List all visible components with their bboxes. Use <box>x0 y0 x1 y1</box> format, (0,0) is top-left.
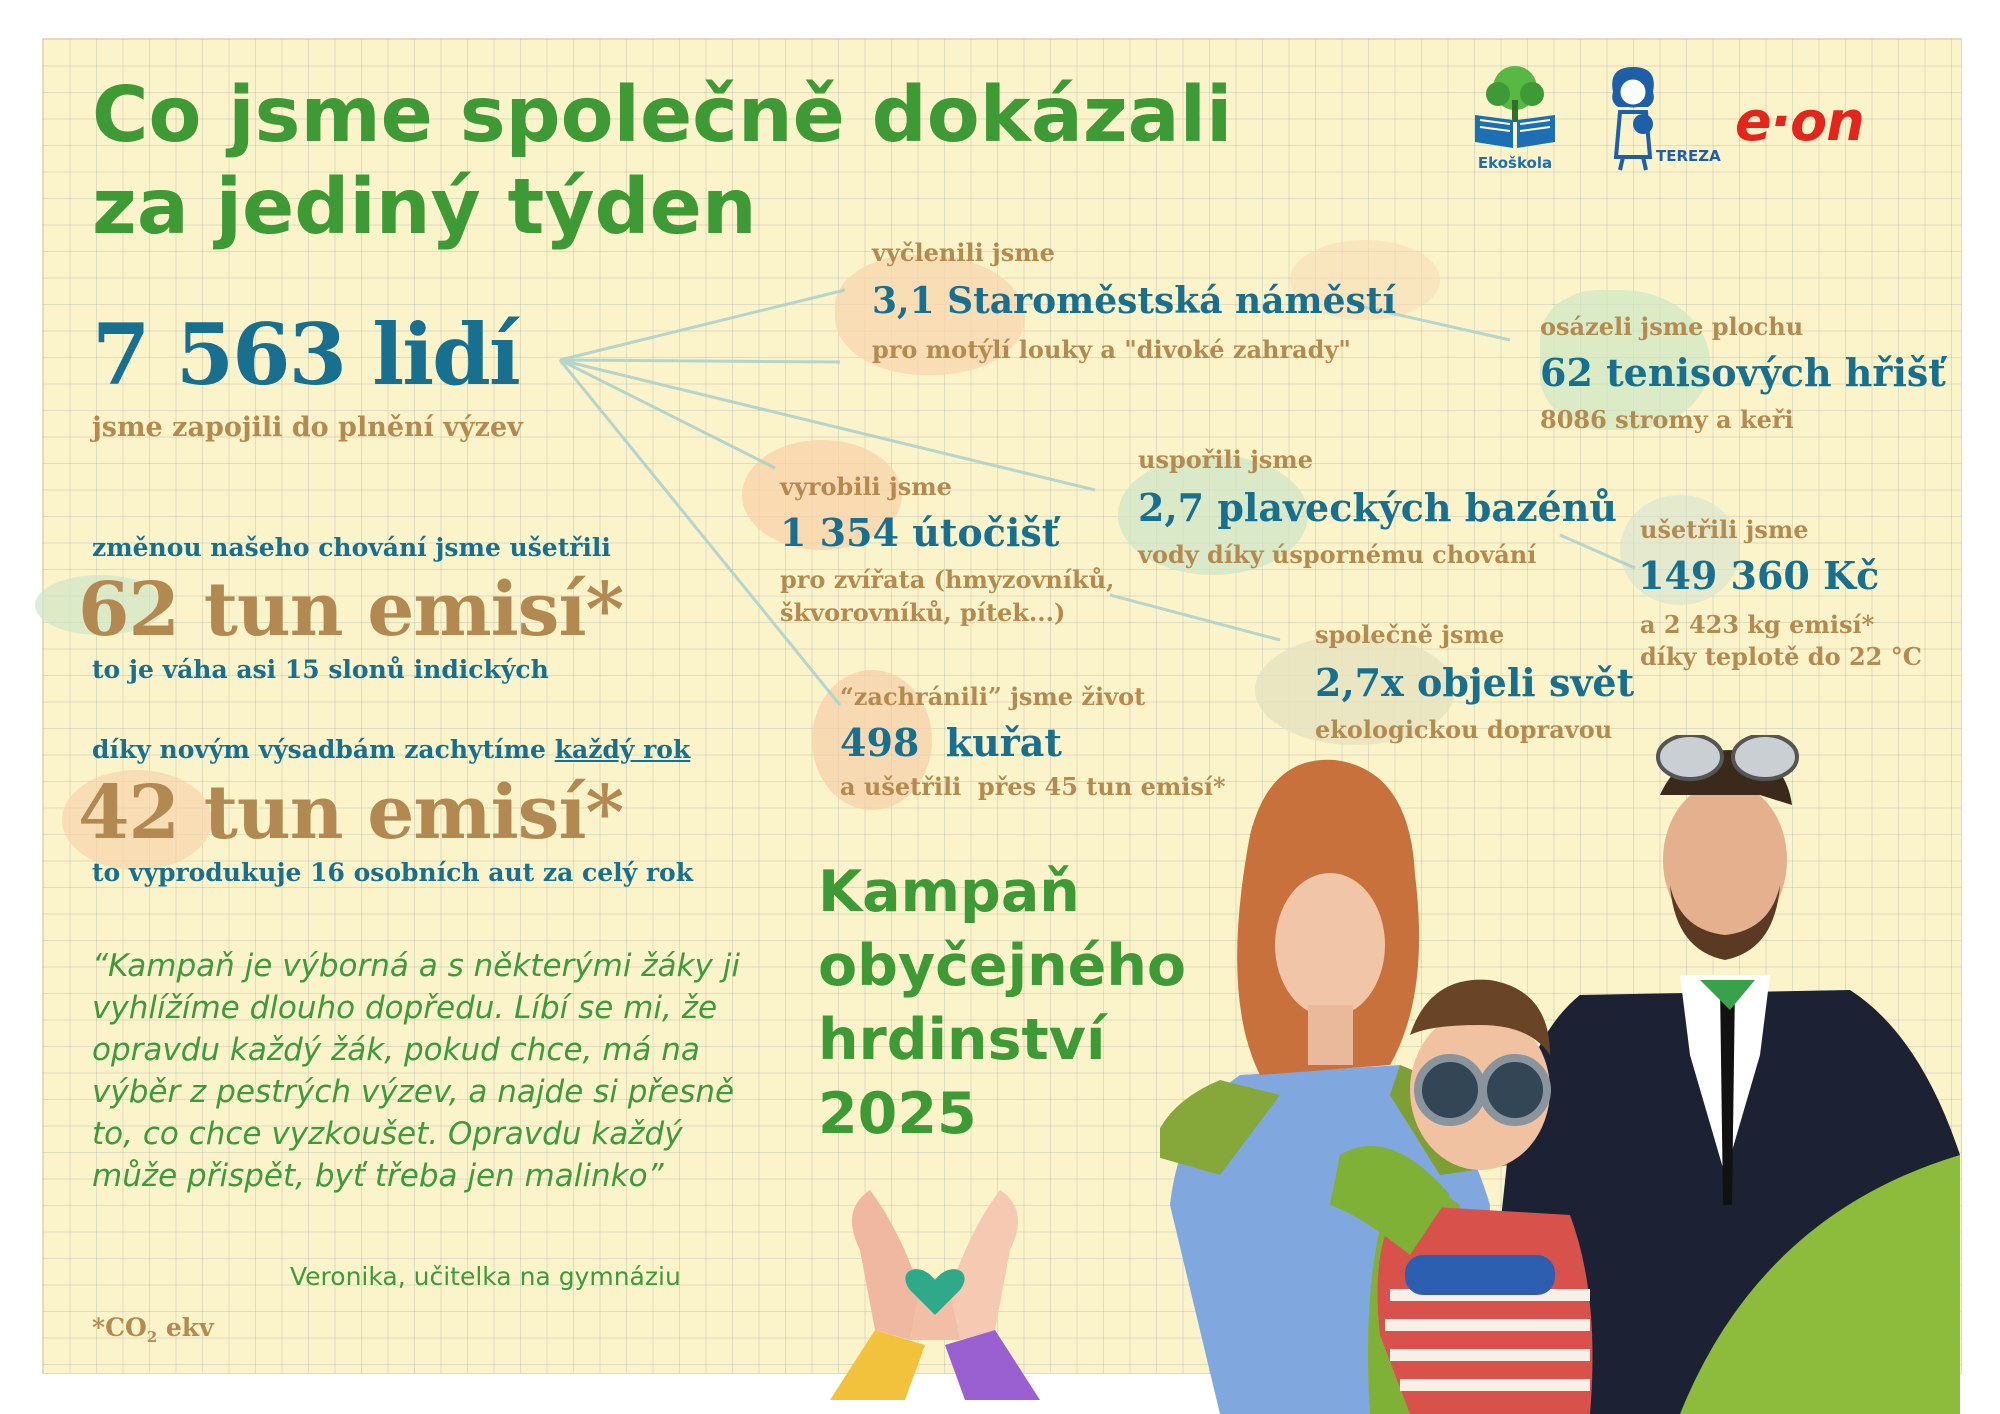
planting-intro <box>92 735 690 764</box>
chickens-label: a ušetřili přes 45 tun emisí* <box>840 772 1226 801</box>
eon-logo: e·on <box>1735 90 1864 153</box>
page-title <box>92 70 1392 254</box>
hands-heart-illustration <box>800 1170 1070 1400</box>
tree-book-icon <box>1470 60 1560 150</box>
ekoskola-logo-text: Ekoškola <box>1477 154 1553 172</box>
planting-intro-text: díky novým výsadbám zachytíme <box>92 735 546 764</box>
teacher-quote: “Kampaň je výborná a s některými žáky ji vyhlížíme dlouho dopředu. Líbí se mi, že opravdu každý žák, pokud chce, má na výběr z pestrých výzev, a najde si přesně to, co chce vyzkoušet. Opravdu každý může přispět, byť třeba jen malinko” <box>92 948 740 1194</box>
footnote-subscript: 2 <box>146 1328 158 1346</box>
money-stat: 149 360 Kč <box>1638 553 1880 598</box>
behaviour-label: to je váha asi 15 slonů indických <box>92 655 549 684</box>
footnote-rest: ekv <box>157 1313 214 1342</box>
superhero-family-photo <box>1160 735 1960 1414</box>
behaviour-intro: změnou našeho chování jsme ušetřili <box>92 533 611 562</box>
meadows-intro: vyčlenili jsme <box>872 238 1055 267</box>
shelters-intro: vyrobili jsme <box>780 472 952 501</box>
chickens-stat: 498 kuřat <box>840 720 1062 765</box>
co2-footnote <box>92 1313 214 1346</box>
campaign-line-2: obyčejného <box>818 933 1187 999</box>
trees-label: 8086 stromy a keři <box>1540 405 1794 434</box>
campaign-line-3: hrdinství <box>818 1007 1106 1073</box>
water-intro: uspořili jsme <box>1138 445 1313 474</box>
campaign-line-4: 2025 <box>818 1081 977 1147</box>
campaign-line-1: Kampaň <box>818 859 1080 925</box>
shelters-label-line-1: pro zvířata (hmyzovníků, <box>780 565 1115 594</box>
water-label: vody díky úspornému chování <box>1138 540 1537 569</box>
trees-intro: osázeli jsme plochu <box>1540 312 1804 341</box>
chickens-intro: “zachránili” jsme život <box>840 682 1146 711</box>
quote-author: Veronika, učitelka na gymnáziu <box>290 1262 681 1291</box>
trees-stat: 62 tenisových hřišť <box>1540 350 1946 395</box>
every-year-link[interactable]: každý rok <box>554 735 691 764</box>
tereza-logo-text: TEREZA <box>1656 147 1721 165</box>
meadows-label: pro motýlí louky a "divoké zahrady" <box>872 335 1351 364</box>
travel-intro: společně jsme <box>1315 620 1505 649</box>
money-label-line-2: díky teplotě do 22 °C <box>1640 642 1922 671</box>
planting-label: to vyprodukuje 16 osobních aut za celý rok <box>92 858 694 887</box>
shelters-stat: 1 354 útočišť <box>780 510 1060 555</box>
planting-emissions: 42 tun emisí* <box>78 770 624 856</box>
title-line-2: za jediný týden <box>92 163 757 252</box>
water-stat: 2,7 plaveckých bazénů <box>1138 485 1617 530</box>
shelters-label-line-2: škvorovníků, pítek...) <box>780 598 1066 627</box>
money-intro: ušetřili jsme <box>1640 515 1809 544</box>
meadows-stat: 3,1 Staroměstská náměstí <box>872 280 1397 322</box>
tereza-logo <box>1598 62 1723 177</box>
footnote-main: *CO <box>92 1313 147 1342</box>
title-line-1: Co jsme společně dokázali <box>92 71 1233 160</box>
people-label: jsme zapojili do plnění výzev <box>92 412 523 443</box>
behaviour-emissions: 62 tun emisí* <box>78 567 624 653</box>
people-count: 7 563 lidí <box>92 305 519 404</box>
travel-stat: 2,7x objeli svět <box>1315 660 1635 705</box>
ekoskola-logo <box>1470 60 1560 175</box>
travel-label: ekologickou dopravou <box>1315 715 1613 744</box>
money-label-line-1: a 2 423 kg emisí* <box>1640 610 1875 639</box>
